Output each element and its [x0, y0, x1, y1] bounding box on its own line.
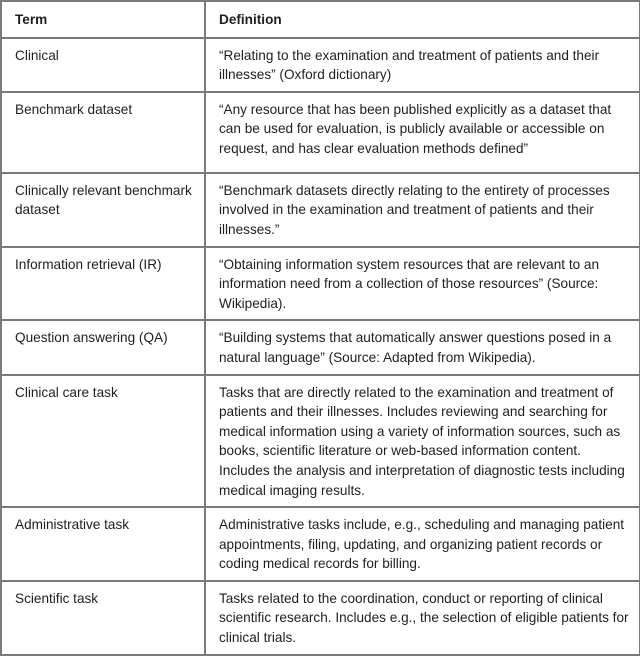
definition-cell: “Benchmark datasets directly relating to the entirety of processes involved in the examination and treatment of patients and their illnesses.” [205, 173, 640, 247]
definition-cell: Tasks related to the coordination, conduct or reporting of clinical scientific research. Includes e.g., the selection of eligible patients for clinical trials. [205, 581, 640, 655]
definition-cell: “Any resource that has been published explicitly as a dataset that can be used for evaluation, is publicly available or accessible on request, and has clear evaluation methods defined” [205, 92, 640, 173]
term-cell: Question answering (QA) [1, 320, 205, 374]
term-cell: Scientific task [1, 581, 205, 655]
table-row [1, 92, 640, 173]
table-row [1, 581, 640, 655]
definition-cell: “Building systems that automatically answer questions posed in a natural language” (Source: Adapted from Wikipedia). [205, 320, 640, 374]
definition-cell: Tasks that are directly related to the examination and treatment of patients and their illnesses. Includes reviewing and searching for medical information using a variety of information sources, such as books, scientific literature or web-based information content. Includes the analysis and interpretation of diagnostic tests including medical imaging results. [205, 375, 640, 508]
table-row [1, 375, 640, 508]
term-cell: Clinical [1, 38, 205, 92]
term-cell: Administrative task [1, 507, 205, 581]
term-cell: Clinical care task [1, 375, 205, 508]
table-row [1, 247, 640, 321]
definition-cell: “Obtaining information system resources that are relevant to an information need from a collection of those resources” (Source: Wikipedia). [205, 247, 640, 321]
table-row [1, 320, 640, 374]
term-cell: Information retrieval (IR) [1, 247, 205, 321]
column-header-term: Term [1, 1, 205, 38]
term-cell: Clinically relevant benchmark dataset [1, 173, 205, 247]
table-row [1, 38, 640, 92]
table-row [1, 173, 640, 247]
term-cell: Benchmark dataset [1, 92, 205, 173]
table-header-row [1, 1, 640, 38]
definition-cell: Administrative tasks include, e.g., scheduling and managing patient appointments, filing, updating, and organizing patient records or coding medical records for billing. [205, 507, 640, 581]
column-header-definition: Definition [205, 1, 640, 38]
table-row [1, 507, 640, 581]
definition-cell: “Relating to the examination and treatment of patients and their illnesses” (Oxford dictionary) [205, 38, 640, 92]
